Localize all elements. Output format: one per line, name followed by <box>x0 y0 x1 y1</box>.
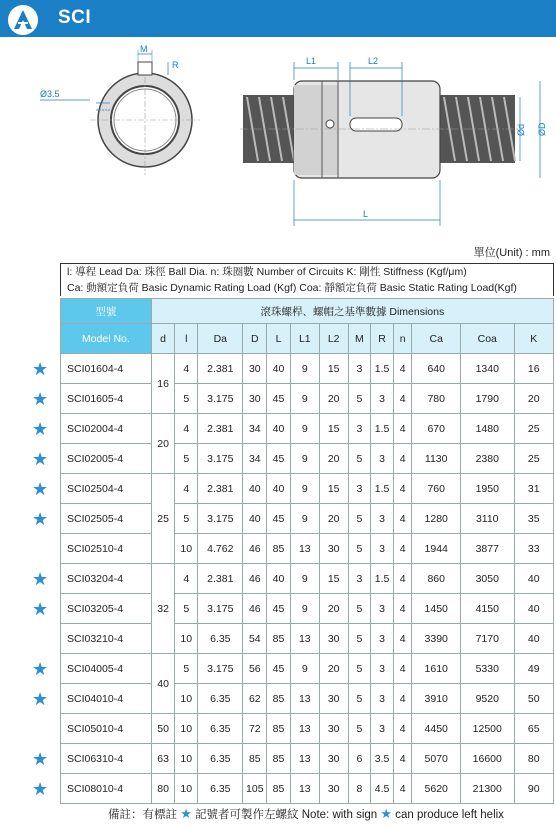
value-cell: 20 <box>514 384 553 414</box>
model-cell: SCI01604-4 <box>61 354 152 384</box>
value-cell: 3 <box>371 594 394 624</box>
value-cell: 9 <box>290 444 319 474</box>
value-cell: 4 <box>393 504 412 534</box>
value-cell: 3.175 <box>198 594 243 624</box>
value-cell: 4.5 <box>371 774 394 804</box>
value-cell: 5 <box>175 444 198 474</box>
unit-label: 單位(Unit) : mm <box>473 247 550 259</box>
value-cell: 1610 <box>412 654 460 684</box>
value-cell: 40 <box>514 564 553 594</box>
value-cell: 5 <box>348 654 371 684</box>
value-cell: 10 <box>175 744 198 774</box>
value-cell: 3 <box>371 624 394 654</box>
star-icon: ★ <box>32 688 49 709</box>
value-cell: 62 <box>243 684 267 714</box>
value-cell: 1.5 <box>371 354 394 384</box>
column-header: n <box>393 324 412 354</box>
model-cell: SCI08010-4 <box>61 774 152 804</box>
value-cell: 12500 <box>460 714 514 744</box>
star-icon: ★ <box>32 658 49 679</box>
table-row <box>61 564 554 594</box>
value-cell: 30 <box>319 534 348 564</box>
model-cell: SCI04005-4 <box>61 654 152 684</box>
value-cell: 2.381 <box>198 354 243 384</box>
value-cell: 49 <box>514 654 553 684</box>
value-cell: 6.35 <box>198 714 243 744</box>
footnote <box>108 806 504 822</box>
value-cell: 7170 <box>460 624 514 654</box>
star-icon: ★ <box>180 806 192 821</box>
column-header: L1 <box>290 324 319 354</box>
value-cell: 40 <box>514 624 553 654</box>
value-cell: 4 <box>393 774 412 804</box>
star-icon: ★ <box>380 806 393 821</box>
value-cell: 45 <box>267 444 291 474</box>
hole-label: Ø3.5 <box>40 89 60 99</box>
l2-label: L2 <box>368 56 379 66</box>
value-cell: 8 <box>348 774 371 804</box>
value-cell: 3877 <box>460 534 514 564</box>
table-row <box>61 744 554 774</box>
value-cell: 4 <box>175 354 198 384</box>
column-header: L <box>267 324 291 354</box>
value-cell: 105 <box>243 774 267 804</box>
model-cell: SCI06310-4 <box>61 744 152 774</box>
value-cell: 34 <box>243 444 267 474</box>
value-cell: 10 <box>175 714 198 744</box>
legend-line-1: l: 導程 Lead Da: 珠徑 Ball Dia. n: 珠圈數 Number of Circuits K: 剛性 Stiffness (Kgf/μm) <box>67 266 467 278</box>
value-cell: 3 <box>348 414 371 444</box>
value-cell: 30 <box>319 624 348 654</box>
footnote-post: can produce left helix <box>395 809 504 821</box>
value-cell: 6.35 <box>198 744 243 774</box>
model-cell: SCI03205-4 <box>61 594 152 624</box>
d-cell: 80 <box>151 774 175 804</box>
value-cell: 20 <box>319 594 348 624</box>
value-cell: 5 <box>175 654 198 684</box>
column-header: Coa <box>460 324 514 354</box>
value-cell: 1.5 <box>371 414 394 444</box>
value-cell: 13 <box>290 714 319 744</box>
table-row <box>61 594 554 624</box>
value-cell: 4.762 <box>198 534 243 564</box>
value-cell: 85 <box>267 684 291 714</box>
value-cell: 3 <box>371 684 394 714</box>
table-row <box>61 774 554 804</box>
value-cell: 5 <box>175 384 198 414</box>
value-cell: 65 <box>514 714 553 744</box>
value-cell: 34 <box>243 414 267 444</box>
value-cell: 3.175 <box>198 654 243 684</box>
value-cell: 85 <box>243 744 267 774</box>
value-cell: 1340 <box>460 354 514 384</box>
value-cell: 4 <box>393 444 412 474</box>
table-row <box>61 714 554 744</box>
footnote-mid: 記號者可製作左螺紋 Note: with sign <box>195 809 378 821</box>
side-view-diagram <box>240 81 520 178</box>
value-cell: 15 <box>319 354 348 384</box>
star-icon: ★ <box>32 598 49 619</box>
value-cell: 10 <box>175 684 198 714</box>
value-cell: 54 <box>243 624 267 654</box>
value-cell: 13 <box>290 684 319 714</box>
model-header-zh: 型號 <box>61 299 152 324</box>
model-cell: SCI02510-4 <box>61 534 152 564</box>
value-cell: 4 <box>393 474 412 504</box>
dimensions-header: 滾珠螺桿、螺帽之基準數據 Dimensions <box>151 299 553 324</box>
star-icon: ★ <box>32 568 49 589</box>
value-cell: 25 <box>514 414 553 444</box>
value-cell: 40 <box>267 564 291 594</box>
model-cell: SCI01605-4 <box>61 384 152 414</box>
value-cell: 30 <box>319 744 348 774</box>
table-row <box>61 624 554 654</box>
legend-box <box>60 263 554 296</box>
value-cell: 20 <box>319 504 348 534</box>
value-cell: 33 <box>514 534 553 564</box>
value-cell: 3 <box>371 714 394 744</box>
value-cell: 6.35 <box>198 624 243 654</box>
value-cell: 3.175 <box>198 504 243 534</box>
value-cell: 4 <box>393 384 412 414</box>
value-cell: 85 <box>267 744 291 774</box>
star-icon: ★ <box>32 358 49 379</box>
value-cell: 2.381 <box>198 564 243 594</box>
value-cell: 40 <box>267 354 291 384</box>
m-label: M <box>140 44 148 54</box>
section-header <box>0 0 556 40</box>
value-cell: 72 <box>243 714 267 744</box>
star-icon: ★ <box>32 418 49 439</box>
value-cell: 13 <box>290 624 319 654</box>
value-cell: 4 <box>175 474 198 504</box>
value-cell: 3 <box>371 534 394 564</box>
value-cell: 5 <box>175 594 198 624</box>
value-cell: 13 <box>290 744 319 774</box>
star-icon: ★ <box>32 448 49 469</box>
column-header: L2 <box>319 324 348 354</box>
value-cell: 2.381 <box>198 414 243 444</box>
value-cell: 9 <box>290 354 319 384</box>
table-row <box>61 414 554 444</box>
value-cell: 4150 <box>460 594 514 624</box>
value-cell: 5070 <box>412 744 460 774</box>
r-label: R <box>172 60 179 70</box>
value-cell: 9 <box>290 654 319 684</box>
value-cell: 9 <box>290 594 319 624</box>
nut-drawing <box>0 40 556 240</box>
value-cell: 20 <box>319 384 348 414</box>
model-cell: SCI02005-4 <box>61 444 152 474</box>
d-cell: 50 <box>151 714 175 744</box>
value-cell: 40 <box>243 474 267 504</box>
value-cell: 5330 <box>460 654 514 684</box>
value-cell: 85 <box>267 534 291 564</box>
value-cell: 30 <box>319 684 348 714</box>
value-cell: 4 <box>175 564 198 594</box>
value-cell: 5 <box>348 444 371 474</box>
value-cell: 40 <box>267 474 291 504</box>
column-header: Da <box>198 324 243 354</box>
value-cell: 5 <box>348 504 371 534</box>
value-cell: 640 <box>412 354 460 384</box>
column-header: K <box>514 324 553 354</box>
value-cell: 25 <box>514 444 553 474</box>
value-cell: 20 <box>319 444 348 474</box>
d-cell: 40 <box>151 654 175 714</box>
value-cell: 90 <box>514 774 553 804</box>
value-cell: 13 <box>290 774 319 804</box>
value-cell: 10 <box>175 534 198 564</box>
legend-line-2: Ca: 動額定負荷 Basic Dynamic Rating Load (Kgf) Coa: 靜額定負荷 Basic Static Rating Load(Kgf) <box>67 282 517 294</box>
d-cell: 20 <box>151 414 175 474</box>
spec-table <box>60 298 554 804</box>
value-cell: 5620 <box>412 774 460 804</box>
value-cell: 2.381 <box>198 474 243 504</box>
value-cell: 56 <box>243 654 267 684</box>
value-cell: 1944 <box>412 534 460 564</box>
star-icon: ★ <box>32 478 49 499</box>
value-cell: 15 <box>319 564 348 594</box>
value-cell: 3390 <box>412 624 460 654</box>
d-cell: 32 <box>151 564 175 654</box>
value-cell: 15 <box>319 474 348 504</box>
value-cell: 9 <box>290 474 319 504</box>
table-row <box>61 504 554 534</box>
column-header: M <box>348 324 371 354</box>
value-cell: 1450 <box>412 594 460 624</box>
value-cell: 9 <box>290 564 319 594</box>
value-cell: 46 <box>243 534 267 564</box>
value-cell: 1130 <box>412 444 460 474</box>
value-cell: 1.5 <box>371 474 394 504</box>
table-row <box>61 384 554 414</box>
star-icon: ★ <box>32 748 49 769</box>
value-cell: 2380 <box>460 444 514 474</box>
value-cell: 4 <box>393 534 412 564</box>
value-cell: 46 <box>243 594 267 624</box>
star-icon: ★ <box>32 388 49 409</box>
value-cell: 16600 <box>460 744 514 774</box>
value-cell: 9 <box>290 384 319 414</box>
value-cell: 13 <box>290 534 319 564</box>
value-cell: 40 <box>514 594 553 624</box>
value-cell: 1480 <box>460 414 514 444</box>
value-cell: 3.5 <box>371 744 394 774</box>
value-cell: 21300 <box>460 774 514 804</box>
value-cell: 40 <box>243 504 267 534</box>
value-cell: 3 <box>348 354 371 384</box>
value-cell: 35 <box>514 504 553 534</box>
column-header: d <box>151 324 175 354</box>
value-cell: 16 <box>514 354 553 384</box>
screw-dia-label: Ød <box>516 123 526 136</box>
value-cell: 85 <box>267 714 291 744</box>
model-cell: SCI03204-4 <box>61 564 152 594</box>
section-title: SCI <box>58 7 92 28</box>
d-cell: 16 <box>151 354 175 414</box>
value-cell: 780 <box>412 384 460 414</box>
value-cell: 3 <box>371 444 394 474</box>
value-cell: 45 <box>267 504 291 534</box>
value-cell: 1.5 <box>371 564 394 594</box>
value-cell: 670 <box>412 414 460 444</box>
model-cell: SCI05010-4 <box>61 714 152 744</box>
table-row <box>61 354 554 384</box>
value-cell: 10 <box>175 624 198 654</box>
d-cell: 25 <box>151 474 175 564</box>
model-header-en: Model No. <box>61 324 152 354</box>
star-icon: ★ <box>32 508 49 529</box>
value-cell: 30 <box>243 354 267 384</box>
length-label: L <box>363 209 369 219</box>
value-cell: 9520 <box>460 684 514 714</box>
star-icon: ★ <box>32 778 49 799</box>
value-cell: 4 <box>393 564 412 594</box>
model-cell: SCI04010-4 <box>61 684 152 714</box>
value-cell: 3110 <box>460 504 514 534</box>
value-cell: 4 <box>393 414 412 444</box>
model-cell: SCI02504-4 <box>61 474 152 504</box>
value-cell: 4 <box>393 594 412 624</box>
value-cell: 1950 <box>460 474 514 504</box>
value-cell: 6 <box>348 744 371 774</box>
value-cell: 30 <box>319 714 348 744</box>
nut-dia-label: ØD <box>537 122 547 136</box>
d-cell: 63 <box>151 744 175 774</box>
value-cell: 3.175 <box>198 384 243 414</box>
value-cell: 9 <box>290 414 319 444</box>
table-row <box>61 654 554 684</box>
value-cell: 80 <box>514 744 553 774</box>
value-cell: 45 <box>267 384 291 414</box>
table-row <box>61 444 554 474</box>
value-cell: 1790 <box>460 384 514 414</box>
value-cell: 9 <box>290 504 319 534</box>
value-cell: 20 <box>319 654 348 684</box>
value-cell: 5 <box>348 624 371 654</box>
value-cell: 10 <box>175 774 198 804</box>
value-cell: 3 <box>348 474 371 504</box>
model-cell: SCI02004-4 <box>61 414 152 444</box>
column-header: D <box>243 324 267 354</box>
table-row <box>61 684 554 714</box>
value-cell: 4 <box>393 624 412 654</box>
value-cell: 50 <box>514 684 553 714</box>
value-cell: 4 <box>393 744 412 774</box>
value-cell: 15 <box>319 414 348 444</box>
value-cell: 3910 <box>412 684 460 714</box>
value-cell: 4 <box>393 714 412 744</box>
value-cell: 85 <box>267 774 291 804</box>
value-cell: 5 <box>348 714 371 744</box>
value-cell: 760 <box>412 474 460 504</box>
value-cell: 3 <box>371 384 394 414</box>
value-cell: 3050 <box>460 564 514 594</box>
table-row <box>61 534 554 564</box>
value-cell: 4 <box>393 684 412 714</box>
brand-logo-icon <box>6 3 40 37</box>
value-cell: 3.175 <box>198 444 243 474</box>
column-header: l <box>175 324 198 354</box>
table-row <box>61 474 554 504</box>
value-cell: 4450 <box>412 714 460 744</box>
value-cell: 4 <box>393 354 412 384</box>
value-cell: 860 <box>412 564 460 594</box>
value-cell: 45 <box>267 594 291 624</box>
value-cell: 3 <box>371 654 394 684</box>
value-cell: 5 <box>175 504 198 534</box>
value-cell: 30 <box>319 774 348 804</box>
value-cell: 4 <box>175 414 198 444</box>
value-cell: 5 <box>348 534 371 564</box>
value-cell: 85 <box>267 624 291 654</box>
value-cell: 30 <box>243 384 267 414</box>
value-cell: 45 <box>267 654 291 684</box>
model-cell: SCI02505-4 <box>61 504 152 534</box>
value-cell: 3 <box>348 564 371 594</box>
value-cell: 4 <box>393 654 412 684</box>
value-cell: 5 <box>348 384 371 414</box>
value-cell: 5 <box>348 684 371 714</box>
value-cell: 1280 <box>412 504 460 534</box>
value-cell: 5 <box>348 594 371 624</box>
l1-label: L1 <box>306 56 317 66</box>
value-cell: 6.35 <box>198 774 243 804</box>
column-header: Ca <box>412 324 460 354</box>
value-cell: 31 <box>514 474 553 504</box>
value-cell: 46 <box>243 564 267 594</box>
footnote-pre: 備註：有標註 <box>108 809 177 821</box>
value-cell: 40 <box>267 414 291 444</box>
column-header: R <box>371 324 394 354</box>
value-cell: 6.35 <box>198 684 243 714</box>
value-cell: 3 <box>371 504 394 534</box>
model-cell: SCI03210-4 <box>61 624 152 654</box>
